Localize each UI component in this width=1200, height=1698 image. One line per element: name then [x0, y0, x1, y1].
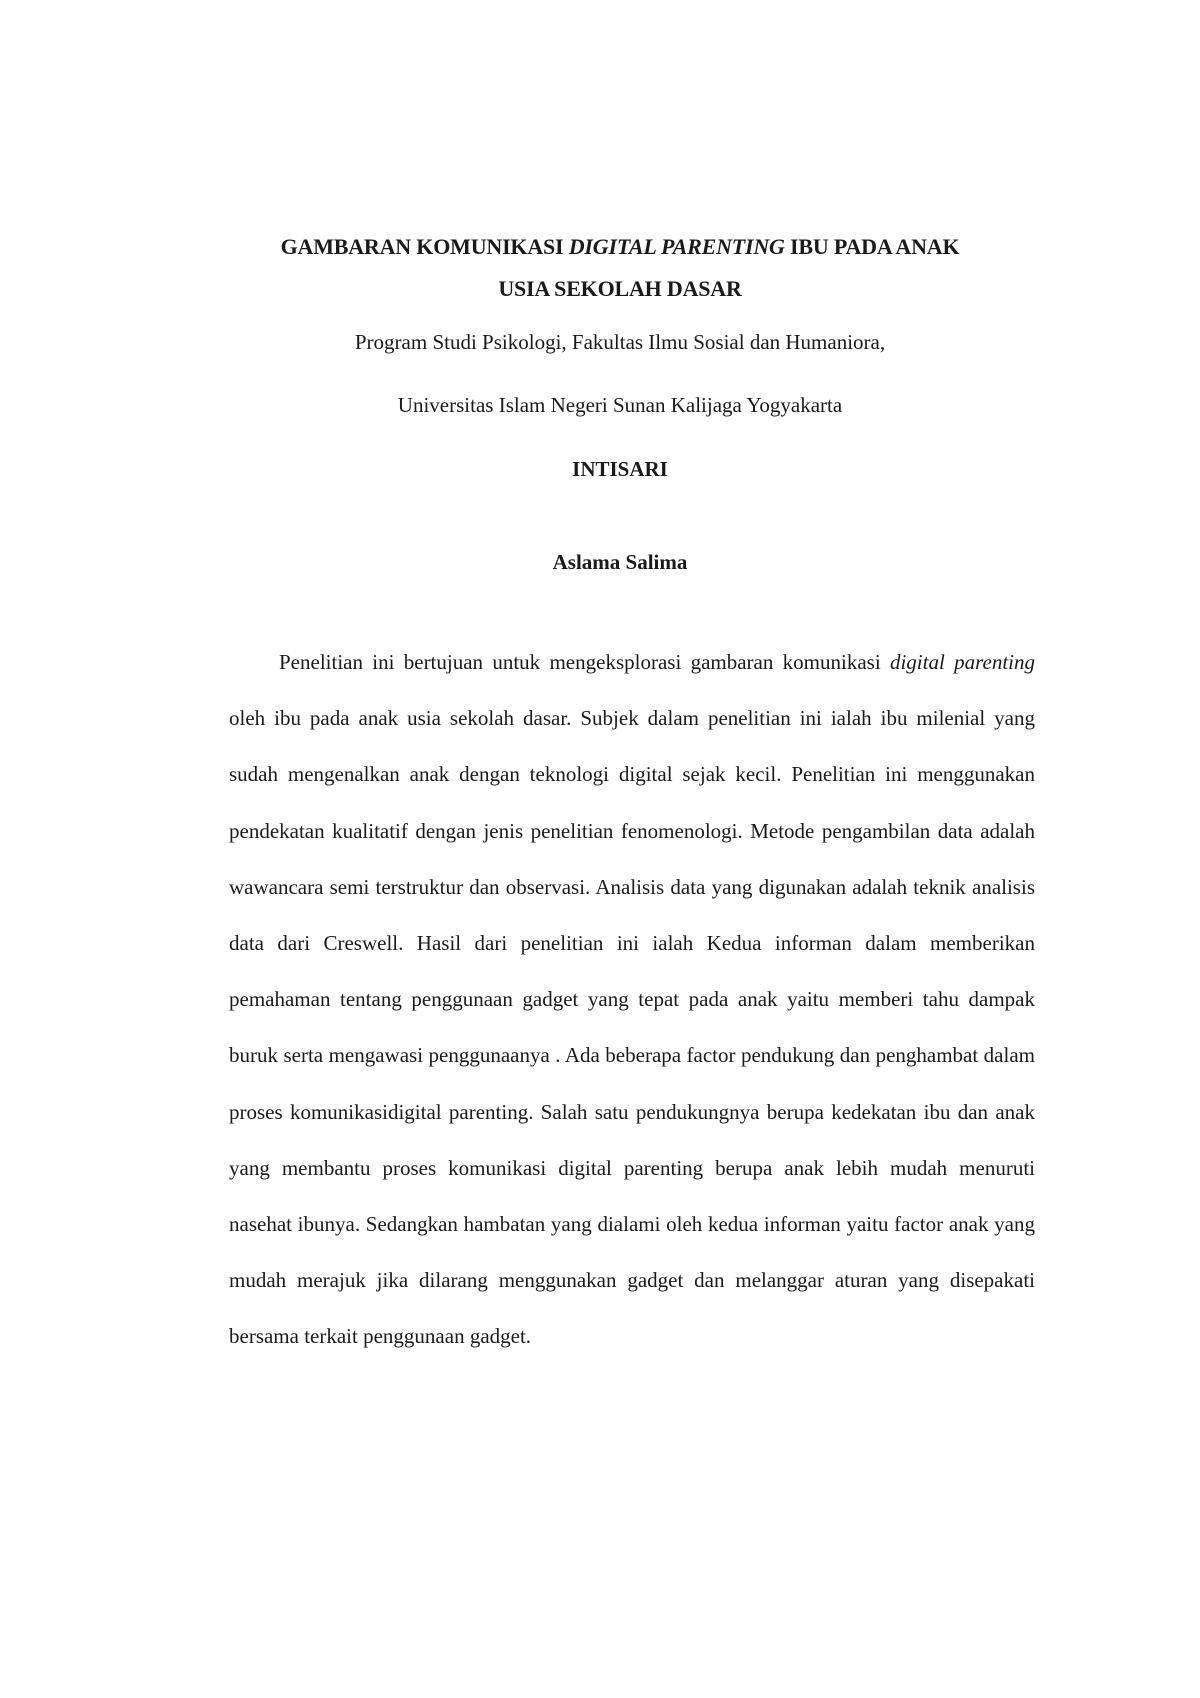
title-italic-phrase: DIGITAL PARENTING [568, 234, 785, 259]
section-heading: INTISARI [572, 457, 668, 481]
document-title [180, 226, 1060, 310]
title-part-2: IBU PADA ANAK [784, 234, 960, 259]
affiliation-line-1: Program Studi Psikologi, Fakultas Ilmu Sosial dan Humaniora, [354, 330, 886, 354]
affiliation-line-2: Universitas Islam Negeri Sunan Kalijaga Yogyakarta [397, 393, 843, 417]
abstract-italic-term: digital parenting [889, 650, 1035, 674]
abstract-paragraph [229, 634, 1035, 1365]
abstract-segment-1: Penelitian ini bertujuan untuk mengeksplorasi gambaran komunikasi [279, 650, 890, 674]
title-part-1: GAMBARAN KOMUNIKASI [280, 234, 569, 259]
title-line-2: USIA SEKOLAH DASAR [498, 276, 742, 301]
abstract-segment-3: oleh ibu pada anak usia sekolah dasar. Subjek dalam penelitian ini ialah ibu milenial yang sudah mengenalkan anak dengan teknologi digital sejak kecil. Penelitian ini menggunakan pendekatan kualitatif dengan jenis penelitian fenomenologi. Metode pengambilan data adalah wawancara semi terstruktur dan observasi. Analisis data yang digunakan adalah teknik analisis data dari Creswell. Hasil dari penelitian ini ialah Kedua informan dalam memberikan pemahaman tentang penggunaan gadget yang tepat pada anak yaitu memberi tahu dampak buruk serta mengawasi penggunaanya . Ada beberapa factor pendukung dan penghambat dalam proses komunikasidigital parenting. Salah satu pendukungnya berupa kedekatan ibu dan anak yang membantu proses komunikasi digital parenting berupa anak lebih mudah menuruti nasehat ibunya. Sedangkan hambatan yang dialami oleh kedua informan yaitu factor anak yang mudah merajuk jika dilarang menggunakan gadget dan melanggar aturan yang disepakati bersama terkait penggunaan gadget. [229, 706, 1035, 1349]
title-line-1 [180, 226, 1060, 268]
author-name: Aslama Salima [552, 550, 688, 574]
